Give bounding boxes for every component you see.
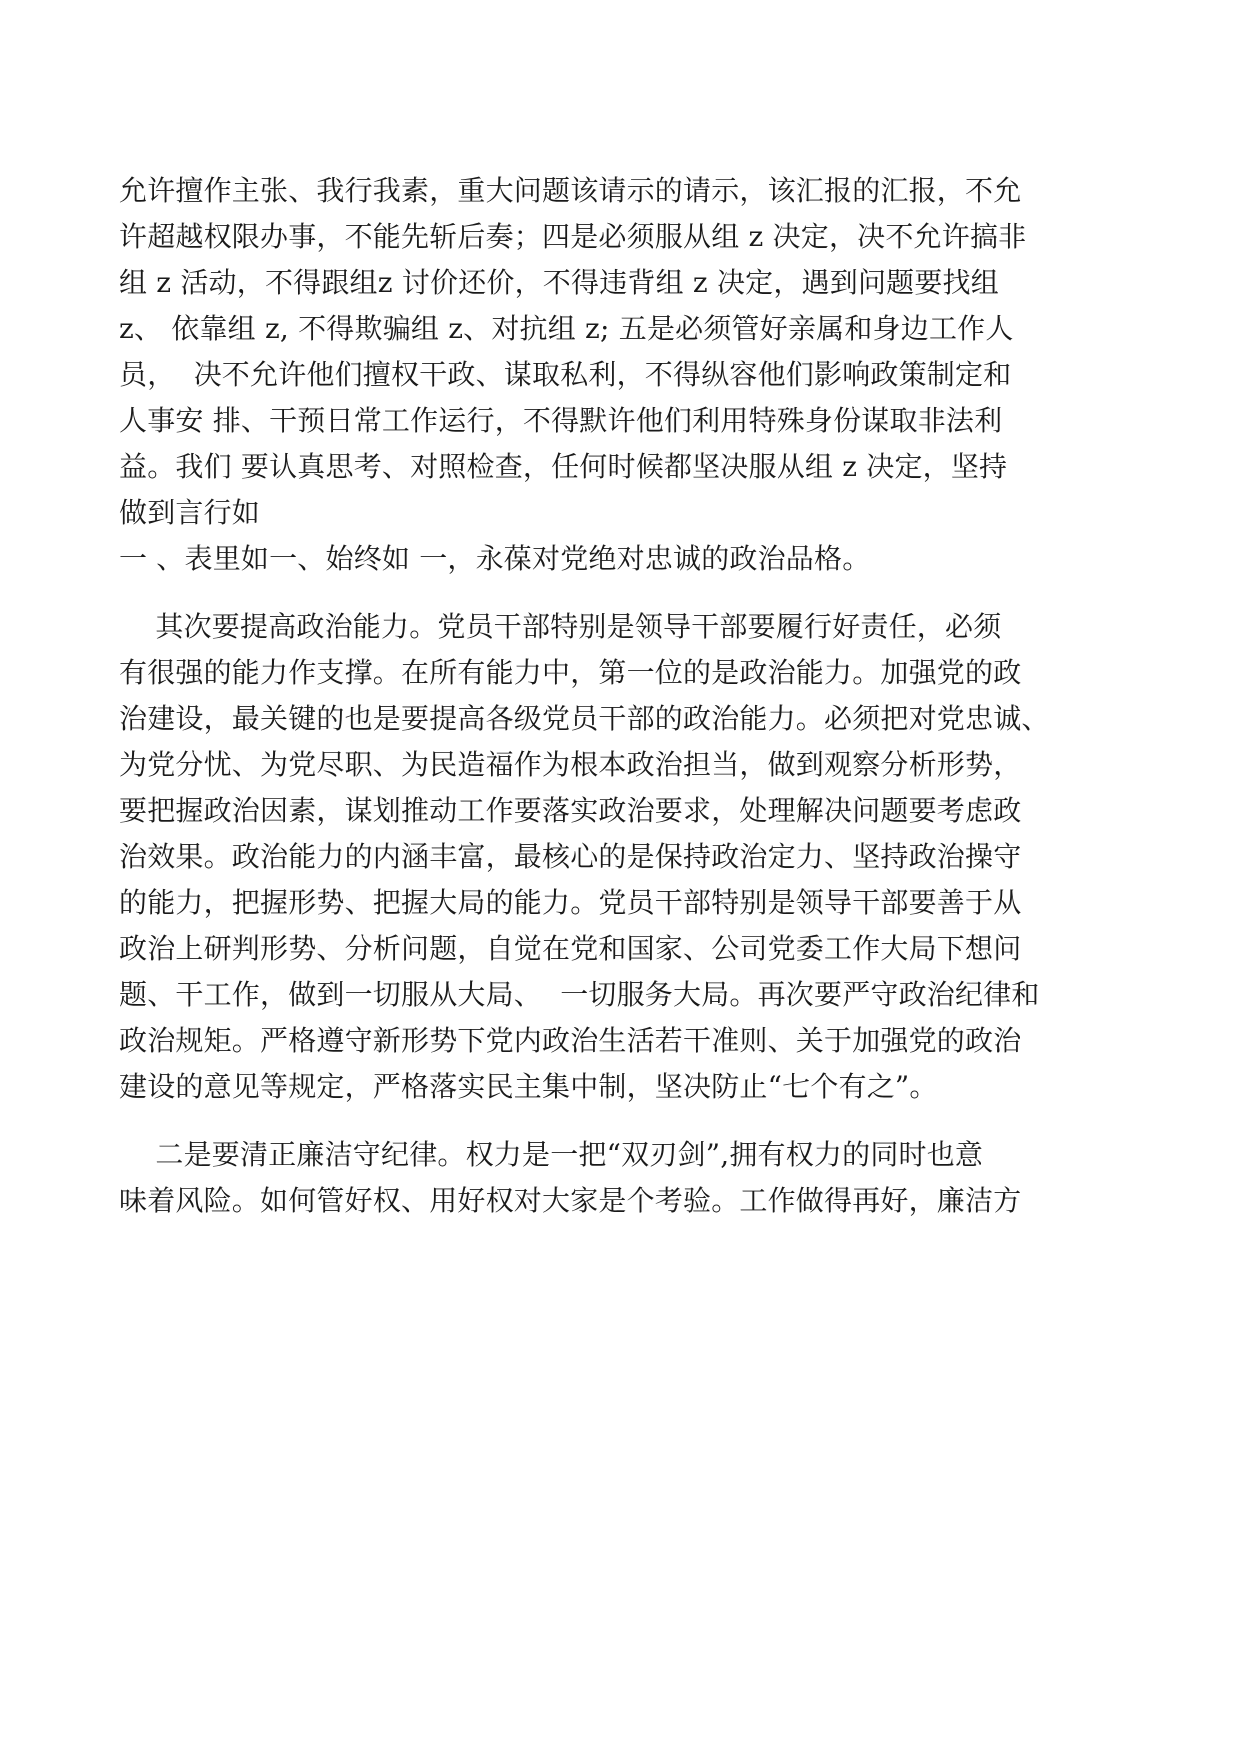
text-line: 人事安 排、干预日常工作运行，不得默许他们利用特殊身份谋取非法利 bbox=[119, 404, 1003, 437]
text-line: 员， 决不允许他们擅权干政、谋取私利，不得纵容他们影响政策制定和 bbox=[119, 358, 1012, 391]
document-body bbox=[119, 168, 1129, 1224]
text-line: 的能力，把握形势、把握大局的能力。党员干部特别是领导干部要善于从 bbox=[119, 886, 1022, 919]
text-line: 其次要提高政治能力。党员干部特别是领导干部要履行好责任，必须 bbox=[119, 610, 1002, 643]
text-line: 为党分忧、为党尽职、为民造福作为根本政治担当，做到观察分析形势， bbox=[119, 748, 1022, 781]
text-line: 政治上研判形势、分析问题，自觉在党和国家、公司党委工作大局下想问 bbox=[119, 932, 1022, 965]
text-line: z、 依靠组 z, 不得欺骗组 z、对抗组 z; 五是必须管好亲属和身边工作人 bbox=[119, 312, 1014, 345]
paragraph-spacer bbox=[119, 582, 1129, 604]
paragraph-obey-organization bbox=[119, 168, 1129, 582]
paragraph-spacer bbox=[119, 1110, 1129, 1132]
paragraph-political-ability bbox=[119, 604, 1129, 1110]
text-line: 许超越权限办事，不能先斩后奏；四是必须服从组 z 决定，决不允许搞非 bbox=[119, 220, 1027, 253]
text-line: 一 、表里如一、始终如 一，永葆对党绝对忠诚的政治品格。 bbox=[119, 542, 871, 575]
text-line: 建设的意见等规定，严格落实民主集中制，坚决防止“七个有之”。 bbox=[119, 1070, 938, 1103]
text-line: 治效果。政治能力的内涵丰富，最核心的是保持政治定力、坚持政治操守 bbox=[119, 840, 1022, 873]
text-line: 要把握政治因素，谋划推动工作要落实政治要求，处理解决问题要考虑政 bbox=[119, 794, 1022, 827]
text-line: 有很强的能力作支撑。在所有能力中，第一位的是政治能力。加强党的政 bbox=[119, 656, 1022, 689]
text-line: 组 z 活动，不得跟组z 讨价还价，不得违背组 z 决定，遇到问题要找组 bbox=[119, 266, 999, 299]
text-line: 治建设，最关键的也是要提高各级党员干部的政治能力。必须把对党忠诚、 bbox=[119, 702, 1050, 735]
text-line: 做到言行如 bbox=[119, 496, 261, 529]
text-line: 味着风险。如何管好权、用好权对大家是个考验。工作做得再好，廉洁方 bbox=[119, 1184, 1022, 1217]
text-line: 政治规矩。严格遵守新形势下党内政治生活若干准则、关于加强党的政治 bbox=[119, 1024, 1022, 1057]
paragraph-integrity bbox=[119, 1132, 1129, 1224]
text-line: 益。我们 要认真思考、对照检查，任何时候都坚决服从组 z 决定，坚持 bbox=[119, 450, 1008, 483]
text-line: 允许擅作主张、我行我素，重大问题该请示的请示，该汇报的汇报，不允 bbox=[119, 174, 1022, 207]
text-line: 题、干工作，做到一切服从大局、 一切服务大局。再次要严守政治纪律和 bbox=[119, 978, 1040, 1011]
text-line: 二是要清正廉洁守纪律。权力是一把“双刃剑”,拥有权力的同时也意 bbox=[119, 1138, 984, 1171]
